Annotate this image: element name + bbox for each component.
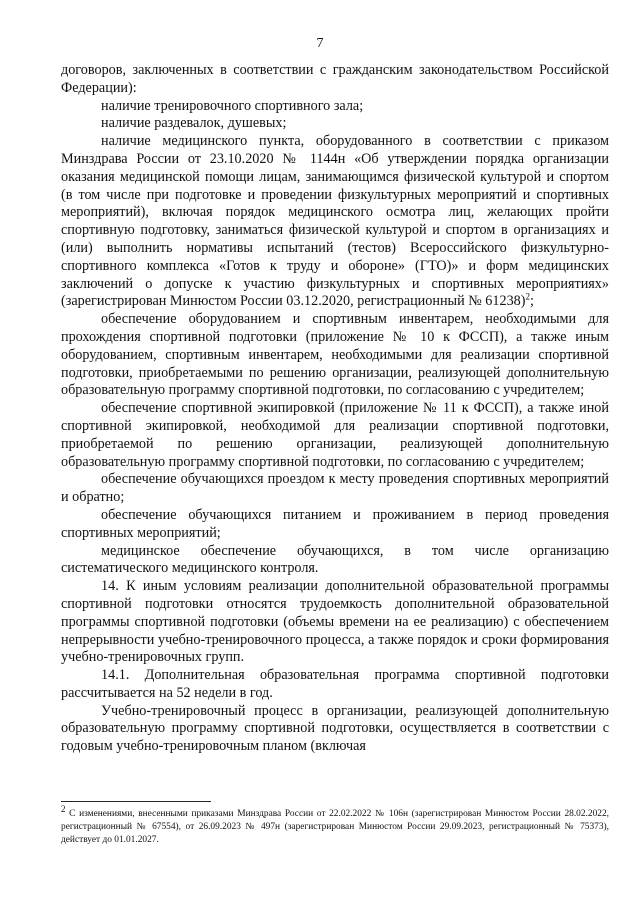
footnote-number: 2: [61, 803, 66, 814]
paragraph-with-footnote: [61, 133, 609, 311]
footnote-separator: [61, 801, 211, 802]
paragraph: 14.1. Дополнительная образовательная программа спортивной подготовки рассчитывается на 52 недели в год.: [61, 667, 609, 701]
paragraph: Учебно-тренировочный процесс в организации, реализующей дополнительную образовательную программу спортивной подготовки, осуществляется в соответствии с годовым учебно-тренировочным планом (включая: [61, 702, 609, 755]
document-body: [61, 62, 609, 756]
paragraph-tail: ;: [530, 293, 534, 310]
footnote-reference[interactable]: 2: [525, 291, 531, 302]
paragraph: обеспечение спортивной экипировкой (приложение № 11 к ФССП), а также иной спортивной экипировкой, необходимой для реализации спортивной подготовки, приобретаемой по решению организации, реализующей дополнительную образовательную программу спортивной подготовки, по согласованию с учредителем;: [61, 400, 609, 470]
footnote-text: С изменениями, внесенными приказами Минздрава России от 22.02.2022 № 106н (зарегистрирован Минюстом России 28.02.2022, регистрационный № 67554), от 26.09.2023 № 497н (зарегистрирован Минюстом России 29.09.2023, регистрационный № 75373), действует до 01.01.2027.: [61, 809, 609, 845]
paragraph-text: наличие медицинского пункта, оборудованного в соответствии с приказом Минздрава России от 23.10.2020 № 1144н «Об утверждении порядка организации оказания медицинской помощи лицам, занимающимся физической культурой и спортом (в том числе при подготовке и проведении физкультурных мероприятий и спортивных мероприятий), включая порядок медицинского осмотра лиц, желающих пройти спортивную подготовку, заниматься физической культурой и спортом в организациях и (или) выполнить нормативы испытаний (тестов) Всероссийского физкультурно-спортивного комплекса «Готов к труду и обороне» (ГТО)» и форм медицинских заключений о допуске к участию физкультурных и спортивных мероприятиях» (зарегистрирован Минюстом России 03.12.2020, регистрационный № 61238): [61, 133, 609, 310]
paragraph: наличие раздевалок, душевых;: [101, 115, 287, 132]
footnote: [61, 803, 609, 847]
paragraph: наличие тренировочного спортивного зала;: [101, 97, 364, 114]
paragraph: договоров, заключенных в соответствии с гражданским законодательством Российской Федерации):: [61, 62, 609, 96]
paragraph: медицинское обеспечение обучающихся, в том числе организацию систематического медицинского контроля.: [61, 542, 609, 577]
paragraph: 14. К иным условиям реализации дополнительной образовательной программы спортивной подготовки относятся трудоемкость дополнительной образовательной программы спортивной подготовки (объемы времени на ее реализацию) с обеспечением непрерывности учебно-тренировочного процесса, а также порядок и сроки формирования учебно-тренировочных групп.: [61, 578, 609, 666]
paragraph: обеспечение оборудованием и спортивным инвентарем, необходимыми для прохождения спортивной подготовки (приложение № 10 к ФССП), а также иным оборудованием, спортивным инвентарем, необходимыми для реализации спортивной подготовки, приобретаемыми по решению организации, реализующей дополнительную образовательную программу спортивной подготовки, по согласованию с учредителем;: [61, 311, 609, 399]
paragraph: обеспечение обучающихся проездом к месту проведения спортивных мероприятий и обратно;: [61, 471, 609, 506]
paragraph: обеспечение обучающихся питанием и проживанием в период проведения спортивных мероприятий;: [61, 506, 609, 541]
page-number: 7: [316, 36, 324, 51]
